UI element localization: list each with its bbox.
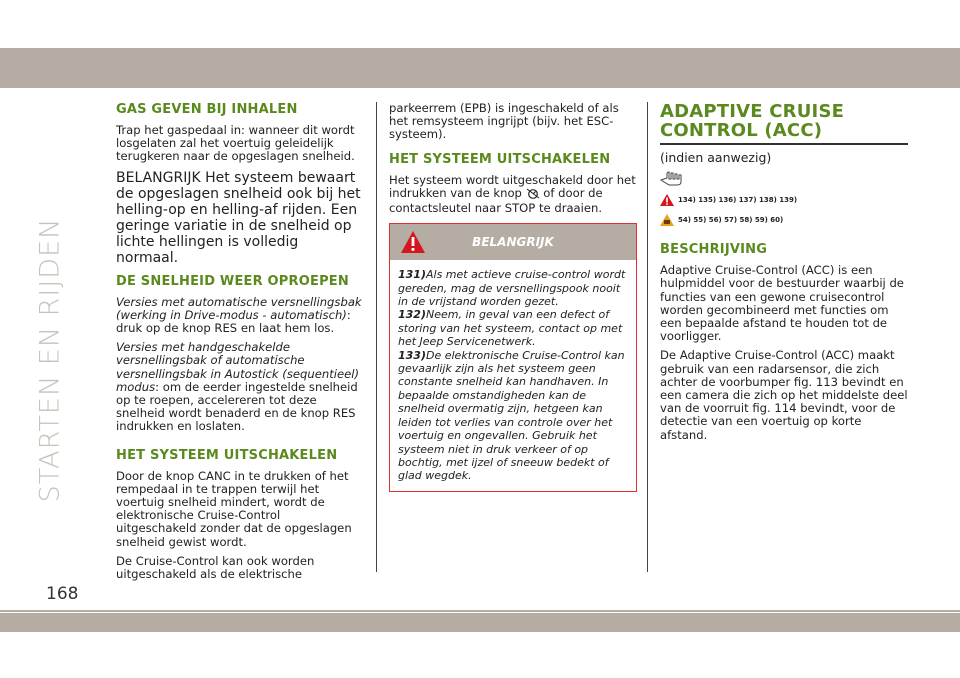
warning-title: BELANGRIJK	[472, 235, 554, 250]
automatic-versions-label: Versies met automatische versnellingsbak (werking in Drive-modus - automatisch)	[116, 294, 362, 322]
paragraph-automatic	[116, 296, 364, 336]
heading-description: BESCHRIJVING	[660, 242, 768, 258]
warning-box	[389, 223, 637, 492]
paragraph-description-1: Adaptive Cruise-Control (ACC) is een hulpmiddel voor de bestuurder waarbij de functies van een gewone cruisecontrol worden gecombineerd met functies om een bepaalde afstand te houden tot de voorligger.	[660, 263, 904, 344]
paragraph-manual	[116, 341, 364, 433]
top-margin	[0, 0, 960, 48]
warning-item	[398, 268, 630, 308]
warning-item-text: Neem, in geval van een defect of storing van het systeem, contact op met het Jeep Servicenetwerk.	[398, 308, 623, 349]
heading-system-off: HET SYSTEEM UITSCHAKELEN	[116, 447, 338, 463]
paragraph-system-off	[389, 174, 637, 216]
warning-item-number: 132)	[398, 308, 426, 322]
hand-pointer-icon	[660, 170, 910, 190]
paragraph-off-2: De Cruise-Control kan ook worden uitgeschakeld als de elektrische	[116, 553, 315, 582]
warning-item-number: 133)	[398, 348, 426, 362]
acc-heading-line-1: ADAPTIVE CRUISE	[660, 101, 845, 122]
system-off-text-b: of door de contactsleutel naar STOP te draaien.	[389, 185, 603, 216]
note-refs: 54) 55) 56) 57) 58) 59) 60)	[678, 216, 784, 225]
footer-line	[0, 610, 960, 612]
column-divider	[376, 102, 377, 572]
heading-recall-speed: DE SNELHEID WEER OPROEPEN	[116, 273, 349, 289]
paragraph-passing: Trap het gaspedaal in: wanneer dit wordt losgelaten zal het voertuig geleidelijk terugkeren naar de opgeslagen snelheid.	[116, 123, 355, 164]
warning-item	[398, 308, 630, 348]
acc-heading-line-2: CONTROL (ACC)	[660, 120, 823, 141]
heading-rule	[660, 143, 908, 145]
warning-item-number: 131)	[398, 268, 426, 282]
hand-caution-icon	[660, 214, 674, 226]
warning-refs-row	[660, 194, 910, 206]
cruise-button-icon	[526, 188, 540, 202]
warning-item-text: De elektronische Cruise-Control kan gevaarlijk zijn als het systeem geen constante snelheid kan handhaven. In bepaalde omstandigheden kan de snelheid overmatig zijn, hetgeen kan leiden tot verlies van controle over het voertuig en ongevallen. Gebruik het systeem niet in druk verkeer of op bochtig, met ijzel of sneeuw bedekt of glad wegdek.	[398, 348, 625, 483]
column-1	[116, 102, 364, 587]
automatic-versions-text: : druk op de knop RES en laat hem los.	[116, 307, 351, 336]
column-3	[660, 102, 910, 448]
manual-versions-label: Versies met handgeschakelde versnellingsbak of automatische versnellingsbak in Autostick (sequentieel) modus	[116, 340, 359, 394]
availability-note: (indien aanwezig)	[660, 150, 772, 165]
warning-header	[390, 224, 636, 260]
paragraph-off-1: Door de knop CANC in te drukken of het rempedaal in te trappen terwijl het voertuig snelheid mindert, wordt de elektronische Cruise-Control uitgeschakeld zonder dat de opgeslagen snelheid gewist wordt.	[116, 468, 352, 549]
manual-versions-text: : om de eerder ingestelde snelheid op te roepen, accelereren tot deze snelheid wordt benaderd en de knop RES indrukken en loslaten.	[116, 379, 358, 434]
footer-bar	[0, 613, 960, 632]
warning-item	[398, 349, 630, 483]
note-refs-row	[660, 214, 910, 226]
warning-item-text: Als met actieve cruise-control wordt gereden, mag de versnellingspook nooit in de vrijstand worden gezet.	[398, 268, 626, 309]
heading-system-off-2: HET SYSTEEM UITSCHAKELEN	[389, 151, 611, 167]
page-number: 168	[46, 584, 79, 604]
column-divider	[647, 102, 648, 572]
paragraph-continued: parkeerrem (EPB) is ingeschakeld of als het remsysteem ingrijpt (bijv. het ESC-systeem).	[389, 101, 619, 142]
chapter-label: STARTEN EN RIJDEN	[34, 217, 66, 503]
paragraph-important: BELANGRIJK Het systeem bewaart de opgeslagen snelheid ook bij het helling-op en helling-af rijden. Een geringe variatie in de snelheid op lichte hellingen is volledig normaal.	[116, 169, 361, 266]
column-2	[389, 102, 637, 492]
warning-body	[390, 260, 636, 491]
header-bar	[0, 48, 960, 88]
paragraph-description-2: De Adaptive Cruise-Control (ACC) maakt gebruik van een radarsensor, die zich achter de voorbumper fig. 113 bevindt en een camera die zich op het middelste deel van de voorruit fig. 114 bevindt, voor de detectie van een voertuig op korte afstand.	[660, 348, 908, 442]
warning-refs: 134) 135) 136) 137) 138) 139)	[678, 196, 798, 205]
warning-triangle-icon	[660, 194, 674, 206]
system-off-text-a: Het systeem wordt uitgeschakeld door het indrukken van de knop	[389, 172, 636, 200]
heading-passing: GAS GEVEN BIJ INHALEN	[116, 102, 298, 117]
